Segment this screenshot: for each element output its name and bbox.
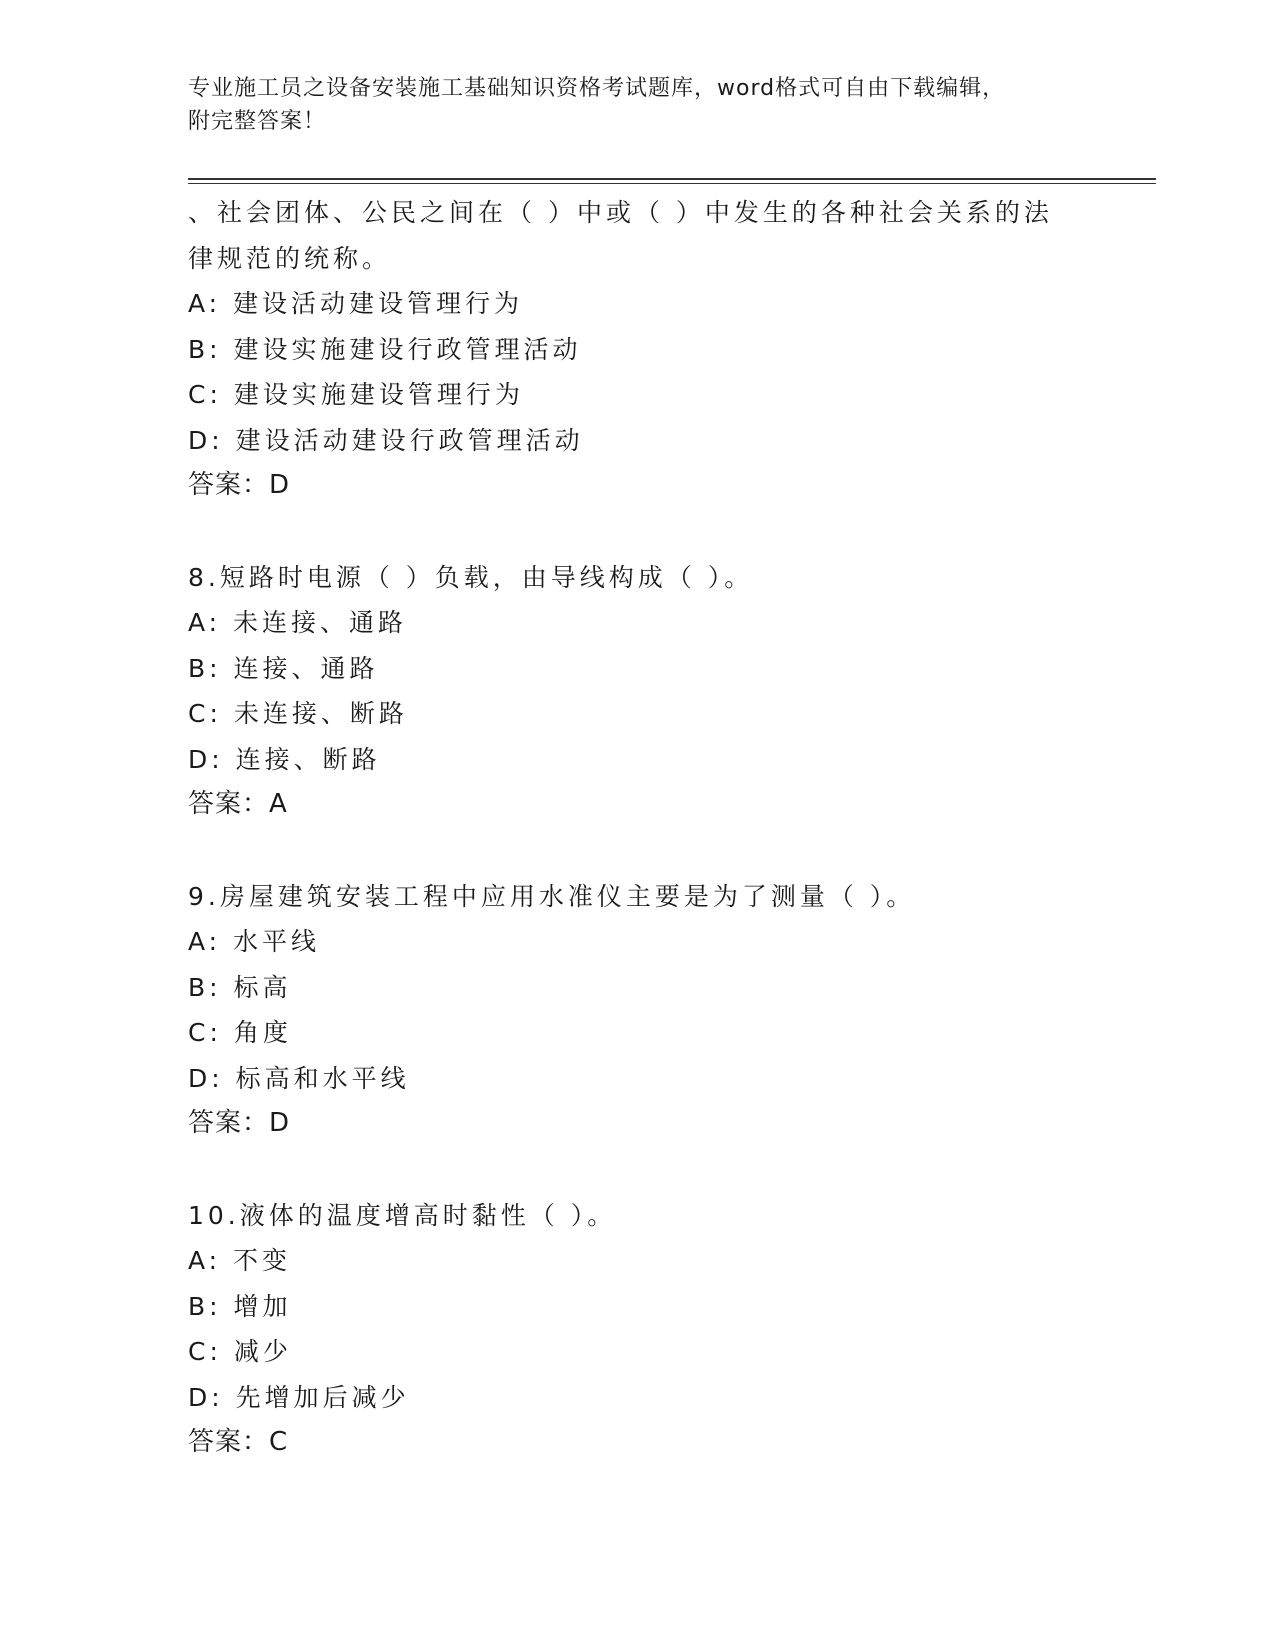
option-d: D: 先增加后减少	[188, 1382, 410, 1412]
option-a: A: 水平线	[188, 927, 321, 956]
spacer	[188, 509, 1088, 555]
option-b: B: 标高	[188, 972, 292, 1002]
spacer	[188, 1147, 1088, 1193]
question-10	[188, 1193, 1088, 1466]
document-header	[188, 72, 1088, 138]
option-b: B: 增加	[188, 1291, 292, 1321]
question-8	[188, 555, 1088, 828]
question-stem: 9.房屋建筑安装工程中应用水准仪主要是为了测量（ ）。	[188, 881, 916, 911]
option-c: C: 角度	[188, 1018, 292, 1047]
header-divider-thin	[188, 183, 1156, 184]
option-d: D: 连接、断路	[188, 744, 381, 774]
option-a: A: 未连接、通路	[188, 608, 408, 637]
question-stem: 8.短路时电源（ ）负载，由导线构成（ ）。	[188, 562, 754, 592]
option-d: D: 建设活动建设行政管理活动	[188, 425, 584, 455]
option-b: B: 连接、通路	[188, 653, 379, 683]
question-stem-continued: 律规范的统称。	[188, 243, 392, 273]
option-d: D: 标高和水平线	[188, 1063, 410, 1093]
question-stem: 、社会团体、公民之间在（ ）中或（ ）中发生的各种社会关系的法	[188, 198, 1053, 227]
spacer	[188, 828, 1088, 874]
option-b: B: 建设实施建设行政管理活动	[188, 334, 582, 364]
header-divider-thick	[188, 178, 1156, 180]
question-stem: 10.液体的温度增高时黏性（ ）。	[188, 1200, 617, 1230]
answer: 答案：D	[188, 470, 291, 500]
question-9	[188, 874, 1088, 1147]
question-list	[188, 190, 1088, 1466]
header-title-line-2: 附完整答案！	[188, 109, 327, 134]
option-c: C: 减少	[188, 1337, 292, 1366]
option-c: C: 建设实施建设管理行为	[188, 380, 524, 409]
option-a: A: 不变	[188, 1246, 292, 1275]
answer: 答案：A	[188, 789, 288, 819]
question-7	[188, 190, 1088, 509]
answer: 答案：D	[188, 1108, 291, 1138]
answer: 答案：C	[188, 1427, 289, 1457]
header-title-line-1: 专业施工员之设备安装施工基础知识资格考试题库，word格式可自由下载编辑，	[188, 76, 1006, 101]
option-c: C: 未连接、断路	[188, 699, 408, 728]
option-a: A: 建设活动建设管理行为	[188, 289, 524, 318]
